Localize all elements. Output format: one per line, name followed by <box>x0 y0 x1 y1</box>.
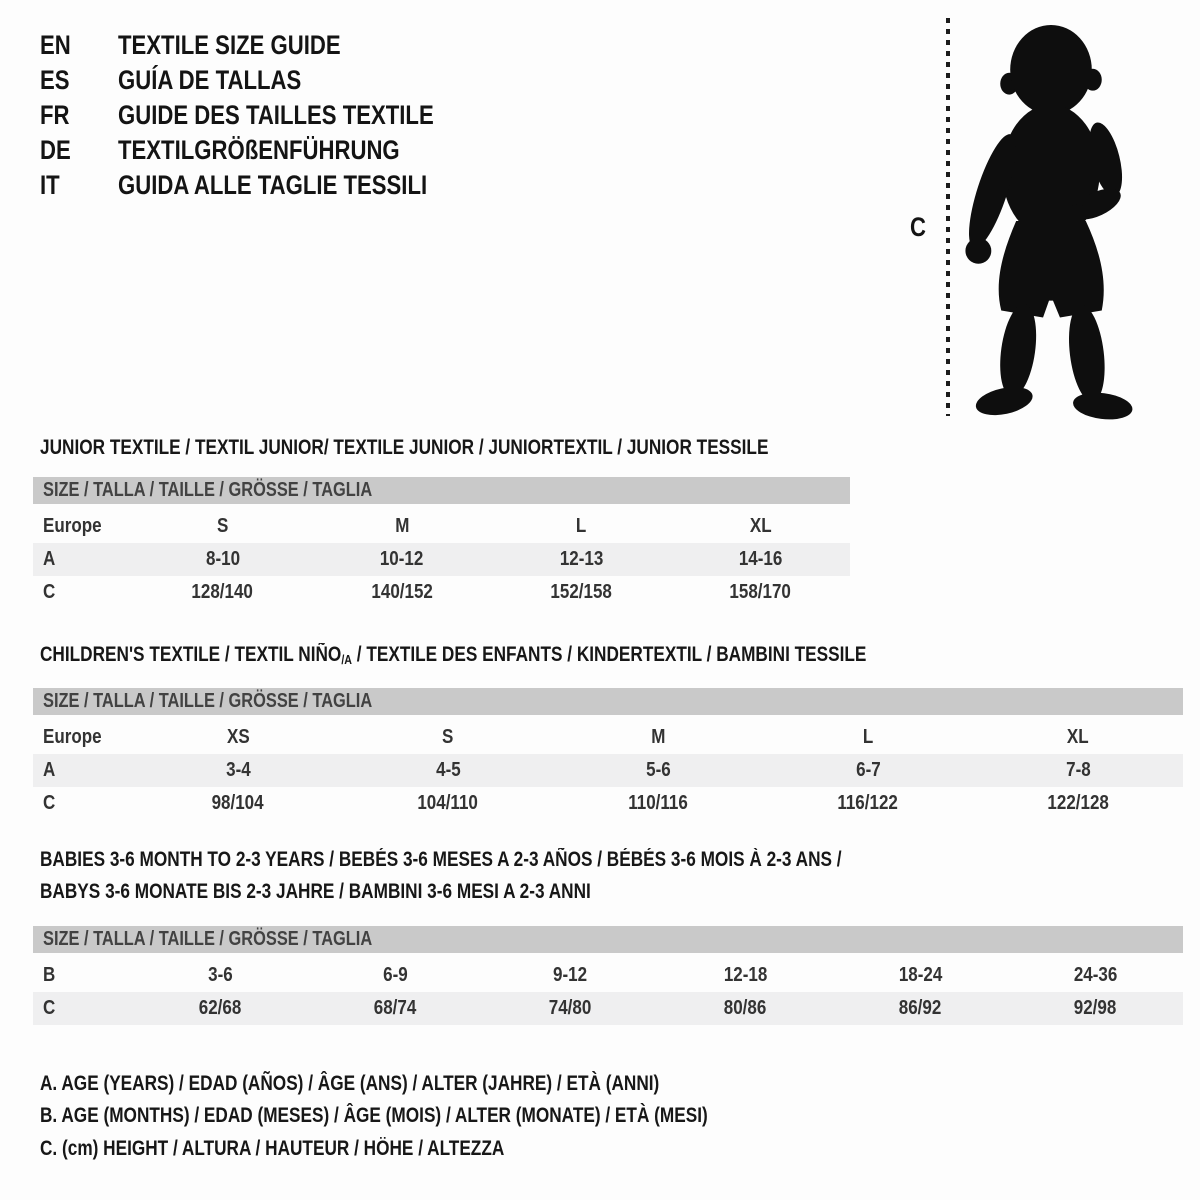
page-title-it: GUIDA ALLE TAGLIE TESSILI <box>118 170 428 200</box>
language-code: EN <box>40 30 71 60</box>
section-title-junior: JUNIOR TEXTILE / TEXTIL JUNIOR/ TEXTILE JUNIOR / JUNIORTEXTIL / JUNIOR TESSILE <box>40 436 769 459</box>
age-cell: 7-8 <box>1065 759 1091 781</box>
height-measure-label: C <box>910 212 926 242</box>
page-title-de: TEXTILGRÖßENFÜHRUNG <box>118 135 400 165</box>
page-title-es: GUÍA DE TALLAS <box>118 65 302 95</box>
page-title-fr: GUIDE DES TAILLES TEXTILE <box>118 100 434 130</box>
age-cell: 3-4 <box>225 759 251 781</box>
language-row-de <box>40 133 503 168</box>
row-label: A <box>43 759 56 781</box>
size-cell: M <box>650 726 666 748</box>
size-header-bar: SIZE / TALLA / TAILLE / GRÖSSE / TAGLIA <box>33 688 1183 715</box>
age-cell: 14-16 <box>738 548 783 570</box>
table-row-months <box>33 959 1183 992</box>
table-row-height <box>33 787 1183 820</box>
height-measure-dashed-line <box>946 18 950 416</box>
size-cell: S <box>216 515 229 537</box>
language-code: IT <box>40 170 60 200</box>
height-cell: 80/86 <box>724 997 767 1019</box>
size-header-bar: SIZE / TALLA / TAILLE / GRÖSSE / TAGLIA <box>33 477 850 504</box>
table-row-age <box>33 754 1183 787</box>
table-row-height <box>33 576 850 609</box>
language-row-en <box>40 28 503 63</box>
row-label: C <box>43 997 56 1019</box>
months-cell: 6-9 <box>383 964 408 986</box>
size-cell: L <box>575 515 587 537</box>
language-code: FR <box>40 100 70 130</box>
months-cell: 18-24 <box>898 964 943 986</box>
toddler-silhouette-icon <box>965 22 1137 420</box>
language-row-it <box>40 168 503 203</box>
row-label: C <box>43 581 56 603</box>
size-cell: XL <box>1067 726 1089 748</box>
months-cell: 24-36 <box>1073 964 1118 986</box>
table-row-height <box>33 992 1183 1025</box>
height-cell: 86/92 <box>899 997 942 1019</box>
section-title-babies-line2: BABYS 3-6 MONATE BIS 2-3 JAHRE / BAMBINI 3-6 MESI A 2-3 ANNI <box>40 880 591 903</box>
size-cell: XS <box>226 726 250 748</box>
height-cell: 128/140 <box>191 581 254 603</box>
height-cell: 74/80 <box>549 997 592 1019</box>
language-code: DE <box>40 135 71 165</box>
age-cell: 4-5 <box>435 759 461 781</box>
language-row-fr <box>40 98 503 133</box>
size-cell: S <box>442 726 454 748</box>
size-cell: XL <box>749 515 772 537</box>
junior-size-table <box>33 477 850 609</box>
height-cell: 116/122 <box>837 792 899 814</box>
language-row-es <box>40 63 503 98</box>
row-label: C <box>43 792 56 814</box>
language-code: ES <box>40 65 70 95</box>
height-cell: 140/152 <box>371 581 433 603</box>
months-cell: 3-6 <box>208 964 233 986</box>
size-header-bar: SIZE / TALLA / TAILLE / GRÖSSE / TAGLIA <box>33 926 1183 953</box>
row-label: A <box>43 548 56 570</box>
age-cell: 12-13 <box>559 548 603 570</box>
age-cell: 8-10 <box>205 548 240 570</box>
row-label: Europe <box>43 726 102 748</box>
table-row-age <box>33 543 850 576</box>
height-cell: 92/98 <box>1074 997 1117 1019</box>
legend-line-b: B. AGE (MONTHS) / EDAD (MESES) / ÂGE (MOIS) / ALTER (MONATE) / ETÀ (MESI) <box>40 1104 708 1127</box>
height-cell: 68/74 <box>374 997 417 1019</box>
height-cell: 152/158 <box>550 581 612 603</box>
page-title: TEXTILE SIZE GUIDE <box>118 30 341 60</box>
nino-a-subscript: /A <box>341 652 352 667</box>
section-title-babies-line1: BABIES 3-6 MONTH TO 2-3 YEARS / BEBÉS 3-6 MESES A 2-3 AÑOS / BÉBÉS 3-6 MOIS À 2-3 ANS / <box>40 848 842 871</box>
height-cell: 158/170 <box>729 581 792 603</box>
table-row-europe <box>33 510 850 543</box>
age-cell: 6-7 <box>855 759 881 781</box>
height-cell: 98/104 <box>211 792 264 814</box>
table-row-europe <box>33 721 1183 754</box>
size-cell: L <box>862 726 874 748</box>
age-cell: 5-6 <box>645 759 671 781</box>
babies-size-table <box>33 926 1183 1025</box>
age-cell: 10-12 <box>380 548 424 570</box>
children-size-table <box>33 688 1183 820</box>
months-cell: 9-12 <box>553 964 588 986</box>
height-cell: 104/110 <box>417 792 479 814</box>
months-cell: 12-18 <box>723 964 768 986</box>
section-title-children: CHILDREN'S TEXTILE / TEXTIL NIÑO/A / TEXTILE DES ENFANTS / KINDERTEXTIL / BAMBINI TESSILE <box>40 643 867 667</box>
height-cell: 110/116 <box>628 792 688 814</box>
row-label: B <box>43 964 56 986</box>
row-label: Europe <box>43 515 102 537</box>
height-cell: 62/68 <box>199 997 242 1019</box>
size-cell: M <box>394 515 409 537</box>
language-title-list <box>40 28 503 203</box>
legend-line-a: A. AGE (YEARS) / EDAD (AÑOS) / ÂGE (ANS) / ALTER (JAHRE) / ETÀ (ANNI) <box>40 1072 660 1095</box>
legend-line-c: C. (cm) HEIGHT / ALTURA / HAUTEUR / HÖHE / ALTEZZA <box>40 1137 505 1160</box>
height-cell: 122/128 <box>1047 792 1109 814</box>
